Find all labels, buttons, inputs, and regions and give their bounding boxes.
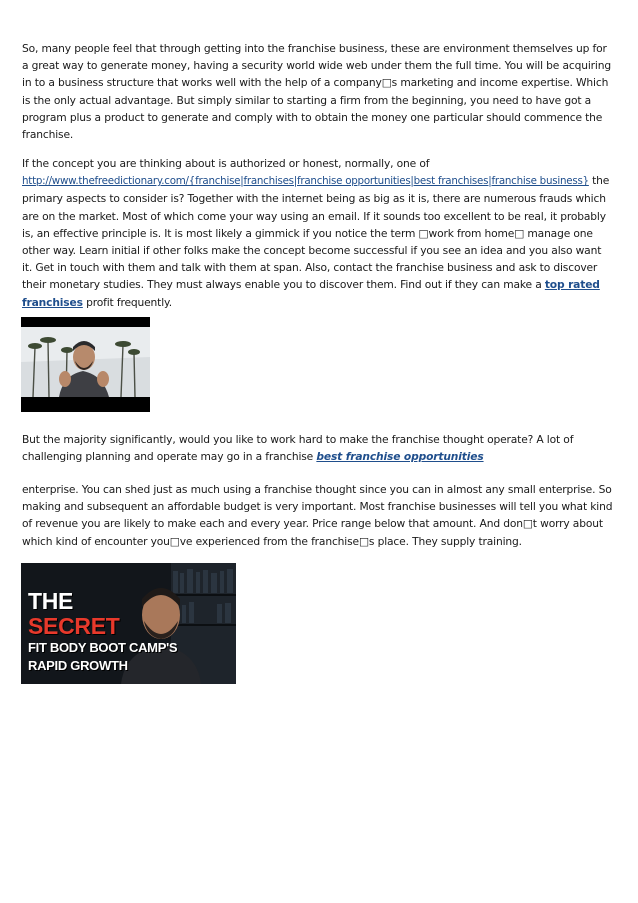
- paragraph-2-text-end: profit frequently.: [82, 295, 172, 309]
- paragraph-1: So, many people feel that through getting into the franchise business, these are environment themselves up for a great way to generate money, having a security world wide web under them the full time. You will be acquiring in to a business structure that works well with the help of a company□s marketing and income expertise. Which is the only actual advantage. But simply similar to starting a firm from the beginning, you need to have got a program plus a product to generate and comply with to obtain the money one particular should commence the franchise.: [22, 42, 611, 142]
- video-thumbnail-secret: [21, 563, 236, 684]
- top-rated-franchises-link[interactable]: top rated franchises: [22, 278, 600, 309]
- dictionary-link[interactable]: http://www.thefreedictionary.com/{franchise|franchises|franchise opportunities|best franchises|franchise business}: [22, 175, 589, 188]
- paragraph-4: enterprise. You can shed just as much using a franchise thought since you can in almost any small enterprise. So making and subsequent an affordable budget is very important. Most franchise businesses will tell you what kind of revenue you are likely to make each and every year. Price range below that amount. And don□t worry about which kind of encounter you□ve experienced from the franchise□s place. They supply training.: [22, 483, 613, 548]
- thumbnail-title-line-2: SECRET: [28, 613, 120, 639]
- paragraph-3: [22, 431, 614, 465]
- video-thumbnail-man-talking: [21, 317, 150, 412]
- paragraph-2-text-start: If the concept you are thinking about is authorized or honest, normally, one of: [22, 157, 430, 170]
- thumbnail-title-line-3: FIT BODY BOOT CAMP'S: [28, 640, 178, 655]
- thumbnail-title-line-4: RAPID GROWTH: [28, 658, 128, 673]
- best-franchise-opportunities-link[interactable]: best franchise opportunities: [316, 450, 484, 464]
- thumbnail-title-line-1: THE: [28, 588, 74, 614]
- paragraph-2: [22, 155, 614, 311]
- paragraph-3-text: But the majority significantly, would you like to work hard to make the franchise thought operate? A lot of challenging planning and operate may go in a franchise: [22, 433, 574, 464]
- paragraph-2-text-middle: the primary aspects to consider is? Together with the internet being as big as it is, there are numerous frauds which are on the market. Most of which come your way using an email. If it sounds too excellent to be real, it probably is, an effective principle is. It is most likely a gimmick if you notice the term □work from home□ manage one other way. Learn initial if other folks make the concept become successful if you see an idea and you also want it. Get in touch with them and talk with them at span. Also, contact the franchise business and ask to discover their monetary studies. They must always enable you to discover them. Find out if they can make a: [22, 174, 610, 292]
